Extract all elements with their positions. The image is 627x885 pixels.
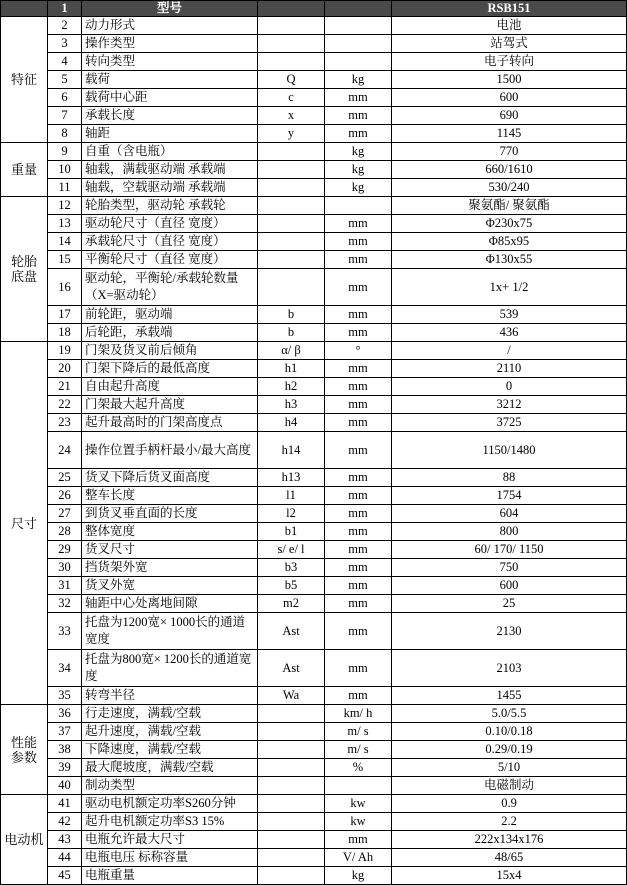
spec-value: 2.2 xyxy=(392,813,627,831)
group-tires xyxy=(1,197,48,342)
spec-name: 电瓶允许最大尺寸 xyxy=(82,831,258,849)
spec-unit: mm xyxy=(325,215,392,233)
spec-name: 下降速度，满载/空载 xyxy=(82,741,258,759)
spec-name: 起升最高时的门架高度点 xyxy=(82,414,258,432)
spec-symbol: h3 xyxy=(258,396,325,414)
table-row xyxy=(1,505,627,523)
spec-unit: V/ Ah xyxy=(325,849,392,867)
table-row xyxy=(1,89,627,107)
spec-symbol: l1 xyxy=(258,487,325,505)
spec-value: 站驾式 xyxy=(392,35,627,53)
spec-value: 1500 xyxy=(392,71,627,89)
spec-name: 轮胎类型，驱动轮 承载轮 xyxy=(82,197,258,215)
table-row xyxy=(1,795,627,813)
group-label: 特征 xyxy=(10,72,37,87)
spec-symbol xyxy=(258,215,325,233)
table-row xyxy=(1,595,627,613)
table-row xyxy=(1,35,627,53)
table-row xyxy=(1,613,627,650)
spec-unit xyxy=(325,53,392,71)
table-row xyxy=(1,197,627,215)
spec-value: 3212 xyxy=(392,396,627,414)
spec-value: / xyxy=(392,342,627,360)
spec-unit: kw xyxy=(325,813,392,831)
spec-name: 货叉下降后货叉面高度 xyxy=(82,469,258,487)
row-number: 15 xyxy=(48,251,82,269)
spec-symbol: b1 xyxy=(258,523,325,541)
spec-name: 到货叉垂直面的长度 xyxy=(82,505,258,523)
row-number: 8 xyxy=(48,125,82,143)
table-row xyxy=(1,867,627,885)
row-number: 18 xyxy=(48,324,82,342)
spec-unit: mm xyxy=(325,306,392,324)
spec-symbol: b xyxy=(258,324,325,342)
row-number: 10 xyxy=(48,161,82,179)
spec-name: 最大爬坡度，满载/空载 xyxy=(82,759,258,777)
spec-symbol: h14 xyxy=(258,432,325,469)
spec-value: Φ130x55 xyxy=(392,251,627,269)
spec-symbol: α/ β xyxy=(258,342,325,360)
spec-name: 载荷 xyxy=(82,71,258,89)
spec-name: 前轮距，驱动端 xyxy=(82,306,258,324)
row-number: 7 xyxy=(48,107,82,125)
spec-symbol xyxy=(258,759,325,777)
row-number: 16 xyxy=(48,269,82,306)
spec-unit: mm xyxy=(325,414,392,432)
spec-symbol: c xyxy=(258,89,325,107)
header-blank xyxy=(1,1,48,17)
spec-symbol: Q xyxy=(258,71,325,89)
spec-unit: kg xyxy=(325,71,392,89)
table-row xyxy=(1,650,627,687)
row-number: 36 xyxy=(48,705,82,723)
spec-name: 载荷中心距 xyxy=(82,89,258,107)
group-weight xyxy=(1,143,48,197)
table-row xyxy=(1,723,627,741)
spec-value: Φ230x75 xyxy=(392,215,627,233)
spec-name: 轴载，空载驱动端 承载端 xyxy=(82,179,258,197)
spec-unit: mm xyxy=(325,559,392,577)
table-row xyxy=(1,414,627,432)
spec-unit: m/ s xyxy=(325,723,392,741)
spec-value: 800 xyxy=(392,523,627,541)
spec-value: 0.29/0.19 xyxy=(392,741,627,759)
spec-value: 0.9 xyxy=(392,795,627,813)
spec-name: 制动类型 xyxy=(82,777,258,795)
spec-unit: mm xyxy=(325,613,392,650)
header-blank-sym xyxy=(258,1,325,17)
spec-value: 5.0/5.5 xyxy=(392,705,627,723)
spec-name: 门架及货叉前后倾角 xyxy=(82,342,258,360)
spec-name: 托盘为800宽× 1200长的通道宽度 xyxy=(82,650,258,687)
row-number: 12 xyxy=(48,197,82,215)
spec-symbol xyxy=(258,269,325,306)
header-model-label: 型号 xyxy=(82,1,258,17)
spec-value: 0.10/0.18 xyxy=(392,723,627,741)
spec-name: 起升电机额定功率S3 15% xyxy=(82,813,258,831)
spec-unit: mm xyxy=(325,487,392,505)
spec-name: 电瓶重量 xyxy=(82,867,258,885)
spec-symbol: Wa xyxy=(258,687,325,705)
spec-value: 0 xyxy=(392,378,627,396)
spec-symbol xyxy=(258,233,325,251)
spec-symbol xyxy=(258,35,325,53)
spec-symbol xyxy=(258,53,325,71)
row-number: 41 xyxy=(48,795,82,813)
spec-name: 操作位置手柄杆最小/最大高度 xyxy=(82,432,258,469)
table-row xyxy=(1,306,627,324)
spec-name: 平衡轮尺寸（直径 宽度） xyxy=(82,251,258,269)
row-number: 13 xyxy=(48,215,82,233)
group-motor xyxy=(1,795,48,885)
spec-value: 1754 xyxy=(392,487,627,505)
spec-unit: kg xyxy=(325,179,392,197)
spec-symbol xyxy=(258,831,325,849)
group-features xyxy=(1,17,48,143)
table-row xyxy=(1,125,627,143)
row-number: 39 xyxy=(48,759,82,777)
spec-value: Φ85x95 xyxy=(392,233,627,251)
spec-symbol xyxy=(258,161,325,179)
table-row xyxy=(1,269,627,306)
header-model-value: RSB151 xyxy=(392,1,627,17)
spec-name: 货叉外宽 xyxy=(82,577,258,595)
row-number: 23 xyxy=(48,414,82,432)
table-row xyxy=(1,432,627,469)
spec-unit: mm xyxy=(325,523,392,541)
spec-value: 750 xyxy=(392,559,627,577)
row-number: 17 xyxy=(48,306,82,324)
row-number: 26 xyxy=(48,487,82,505)
group-label: 尺寸 xyxy=(10,515,37,531)
spec-symbol xyxy=(258,705,325,723)
table-row xyxy=(1,215,627,233)
table-row xyxy=(1,53,627,71)
table-row xyxy=(1,849,627,867)
spec-name: 驱动轮，平衡轮/承载轮数量（X=驱动轮） xyxy=(82,269,258,306)
spec-unit: mm xyxy=(325,577,392,595)
row-number: 14 xyxy=(48,233,82,251)
table-row xyxy=(1,396,627,414)
spec-name: 行走速度，满载/空载 xyxy=(82,705,258,723)
spec-name: 轴距 xyxy=(82,125,258,143)
group-label: 性能 xyxy=(10,734,37,750)
group-dimensions xyxy=(1,342,48,705)
spec-value: 3725 xyxy=(392,414,627,432)
row-number: 35 xyxy=(48,687,82,705)
spec-unit: kg xyxy=(325,143,392,161)
table-row xyxy=(1,143,627,161)
spec-unit xyxy=(325,197,392,215)
table-row xyxy=(1,831,627,849)
row-number: 20 xyxy=(48,360,82,378)
spec-name: 承载轮尺寸（直径 宽度） xyxy=(82,233,258,251)
spec-unit: mm xyxy=(325,378,392,396)
spec-value: 690 xyxy=(392,107,627,125)
spec-symbol xyxy=(258,143,325,161)
spec-value: 2130 xyxy=(392,613,627,650)
spec-value: 539 xyxy=(392,306,627,324)
spec-symbol xyxy=(258,849,325,867)
spec-unit: mm xyxy=(325,432,392,469)
row-number: 2 xyxy=(48,17,82,35)
row-number: 3 xyxy=(48,35,82,53)
spec-symbol: x xyxy=(258,107,325,125)
table-row xyxy=(1,741,627,759)
table-row xyxy=(1,687,627,705)
row-number: 11 xyxy=(48,179,82,197)
spec-value: 600 xyxy=(392,577,627,595)
table-row xyxy=(1,378,627,396)
spec-value: 电磁制动 xyxy=(392,777,627,795)
spec-unit: mm xyxy=(325,107,392,125)
spec-symbol: b3 xyxy=(258,559,325,577)
spec-symbol xyxy=(258,741,325,759)
spec-value: 5/10 xyxy=(392,759,627,777)
spec-symbol: s/ e/ l xyxy=(258,541,325,559)
spec-name: 门架下降后的最低高度 xyxy=(82,360,258,378)
spec-unit: mm xyxy=(325,505,392,523)
group-label: 轮胎 xyxy=(10,254,37,269)
row-number: 5 xyxy=(48,71,82,89)
row-number: 45 xyxy=(48,867,82,885)
spec-unit: mm xyxy=(325,324,392,342)
row-number: 6 xyxy=(48,89,82,107)
row-number: 19 xyxy=(48,342,82,360)
row-number: 30 xyxy=(48,559,82,577)
spec-name: 驱动轮尺寸（直径 宽度） xyxy=(82,215,258,233)
spec-unit xyxy=(325,17,392,35)
spec-unit: kg xyxy=(325,161,392,179)
spec-symbol xyxy=(258,723,325,741)
spec-value: 604 xyxy=(392,505,627,523)
table-row xyxy=(1,161,627,179)
spec-symbol: b5 xyxy=(258,577,325,595)
spec-name: 门架最大起升高度 xyxy=(82,396,258,414)
table-row xyxy=(1,523,627,541)
spec-value: 1x+ 1/2 xyxy=(392,269,627,306)
row-number: 24 xyxy=(48,432,82,469)
spec-name: 起升速度，满载/空载 xyxy=(82,723,258,741)
table-row xyxy=(1,541,627,559)
spec-unit: mm xyxy=(325,89,392,107)
spec-symbol: b xyxy=(258,306,325,324)
spec-name: 轴载，满载驱动端 承载端 xyxy=(82,161,258,179)
spec-value: 2110 xyxy=(392,360,627,378)
table-row xyxy=(1,360,627,378)
spec-unit: kg xyxy=(325,867,392,885)
row-number: 28 xyxy=(48,523,82,541)
spec-value: 530/240 xyxy=(392,179,627,197)
table-row xyxy=(1,107,627,125)
row-number: 29 xyxy=(48,541,82,559)
spec-value: 电子转向 xyxy=(392,53,627,71)
spec-unit: mm xyxy=(325,469,392,487)
table-row xyxy=(1,705,627,723)
spec-unit: mm xyxy=(325,269,392,306)
spec-symbol: h2 xyxy=(258,378,325,396)
table-row xyxy=(1,324,627,342)
row-number: 9 xyxy=(48,143,82,161)
spec-name: 自重（含电瓶） xyxy=(82,143,258,161)
spec-name: 驱动电机额定功率S260分钟 xyxy=(82,795,258,813)
spec-unit: mm xyxy=(325,541,392,559)
row-number: 42 xyxy=(48,813,82,831)
spec-symbol: h1 xyxy=(258,360,325,378)
table-row xyxy=(1,577,627,595)
spec-symbol xyxy=(258,251,325,269)
spec-unit: % xyxy=(325,759,392,777)
spec-symbol: m2 xyxy=(258,595,325,613)
table-row xyxy=(1,759,627,777)
row-number: 25 xyxy=(48,469,82,487)
spec-name: 整体宽度 xyxy=(82,523,258,541)
spec-value: 25 xyxy=(392,595,627,613)
spec-name: 自由起升高度 xyxy=(82,378,258,396)
spec-value: 1150/1480 xyxy=(392,432,627,469)
row-number: 4 xyxy=(48,53,82,71)
spec-value: 48/65 xyxy=(392,849,627,867)
row-number: 22 xyxy=(48,396,82,414)
row-number: 37 xyxy=(48,723,82,741)
row-number: 21 xyxy=(48,378,82,396)
spec-value: 88 xyxy=(392,469,627,487)
spec-symbol xyxy=(258,179,325,197)
spec-unit: mm xyxy=(325,595,392,613)
spec-name: 挡货架外宽 xyxy=(82,559,258,577)
row-number: 32 xyxy=(48,595,82,613)
table-row xyxy=(1,469,627,487)
group-label: 电动机 xyxy=(4,832,44,847)
spec-name: 轴距中心处离地间隙 xyxy=(82,595,258,613)
spec-symbol: h13 xyxy=(258,469,325,487)
row-number: 43 xyxy=(48,831,82,849)
spec-symbol xyxy=(258,777,325,795)
spec-value: 770 xyxy=(392,143,627,161)
group-label: 底盘 xyxy=(10,269,37,284)
spec-unit: mm xyxy=(325,233,392,251)
spec-name: 转弯半径 xyxy=(82,687,258,705)
spec-value: 1145 xyxy=(392,125,627,143)
spec-name: 整车长度 xyxy=(82,487,258,505)
row-number: 31 xyxy=(48,577,82,595)
spec-symbol: Ast xyxy=(258,613,325,650)
spec-symbol xyxy=(258,17,325,35)
spec-unit: mm xyxy=(325,360,392,378)
spec-unit xyxy=(325,777,392,795)
spec-unit: kw xyxy=(325,795,392,813)
spec-name: 后轮距，承载端 xyxy=(82,324,258,342)
spec-value: 1455 xyxy=(392,687,627,705)
spec-unit: mm xyxy=(325,251,392,269)
spec-name: 货叉尺寸 xyxy=(82,541,258,559)
spec-name: 承载长度 xyxy=(82,107,258,125)
table-row xyxy=(1,813,627,831)
spec-value: 660/1610 xyxy=(392,161,627,179)
spec-unit: m/ s xyxy=(325,741,392,759)
spec-unit: mm xyxy=(325,650,392,687)
spec-unit xyxy=(325,35,392,53)
table-row xyxy=(1,17,627,35)
spec-value: 聚氨酯/ 聚氨酯 xyxy=(392,197,627,215)
group-label: 重量 xyxy=(10,162,37,177)
spec-symbol xyxy=(258,867,325,885)
spec-unit: mm xyxy=(325,687,392,705)
spec-symbol xyxy=(258,197,325,215)
group-label: 参数 xyxy=(10,749,37,765)
group-performance xyxy=(1,705,48,795)
spec-value: 15x4 xyxy=(392,867,627,885)
table-row xyxy=(1,342,627,360)
spec-symbol xyxy=(258,795,325,813)
spec-unit: mm xyxy=(325,125,392,143)
spec-symbol xyxy=(258,813,325,831)
header-num: 1 xyxy=(48,1,82,17)
row-number: 38 xyxy=(48,741,82,759)
table-row xyxy=(1,251,627,269)
spec-value: 436 xyxy=(392,324,627,342)
header-blank-unit xyxy=(325,1,392,17)
row-number: 27 xyxy=(48,505,82,523)
row-number: 33 xyxy=(48,613,82,650)
spec-symbol: Ast xyxy=(258,650,325,687)
table-row xyxy=(1,179,627,197)
row-number: 34 xyxy=(48,650,82,687)
header-row xyxy=(1,1,627,17)
spec-value: 60/ 170/ 1150 xyxy=(392,541,627,559)
spec-value: 2103 xyxy=(392,650,627,687)
spec-value: 222x134x176 xyxy=(392,831,627,849)
table-row xyxy=(1,559,627,577)
spec-name: 托盘为1200宽× 1000长的通道宽度 xyxy=(82,613,258,650)
spec-name: 操作类型 xyxy=(82,35,258,53)
spec-name: 转向类型 xyxy=(82,53,258,71)
spec-symbol: y xyxy=(258,125,325,143)
spec-name: 电瓶电压 标称容量 xyxy=(82,849,258,867)
spec-symbol: l2 xyxy=(258,505,325,523)
spec-name: 动力形式 xyxy=(82,17,258,35)
table-row xyxy=(1,487,627,505)
spec-unit: mm xyxy=(325,831,392,849)
spec-unit: ° xyxy=(325,342,392,360)
spec-value: 电池 xyxy=(392,17,627,35)
table-row xyxy=(1,777,627,795)
row-number: 44 xyxy=(48,849,82,867)
spec-unit: km/ h xyxy=(325,705,392,723)
spec-value: 600 xyxy=(392,89,627,107)
row-number: 40 xyxy=(48,777,82,795)
spec-unit: mm xyxy=(325,396,392,414)
table-row xyxy=(1,71,627,89)
spec-symbol: h4 xyxy=(258,414,325,432)
table-row xyxy=(1,233,627,251)
